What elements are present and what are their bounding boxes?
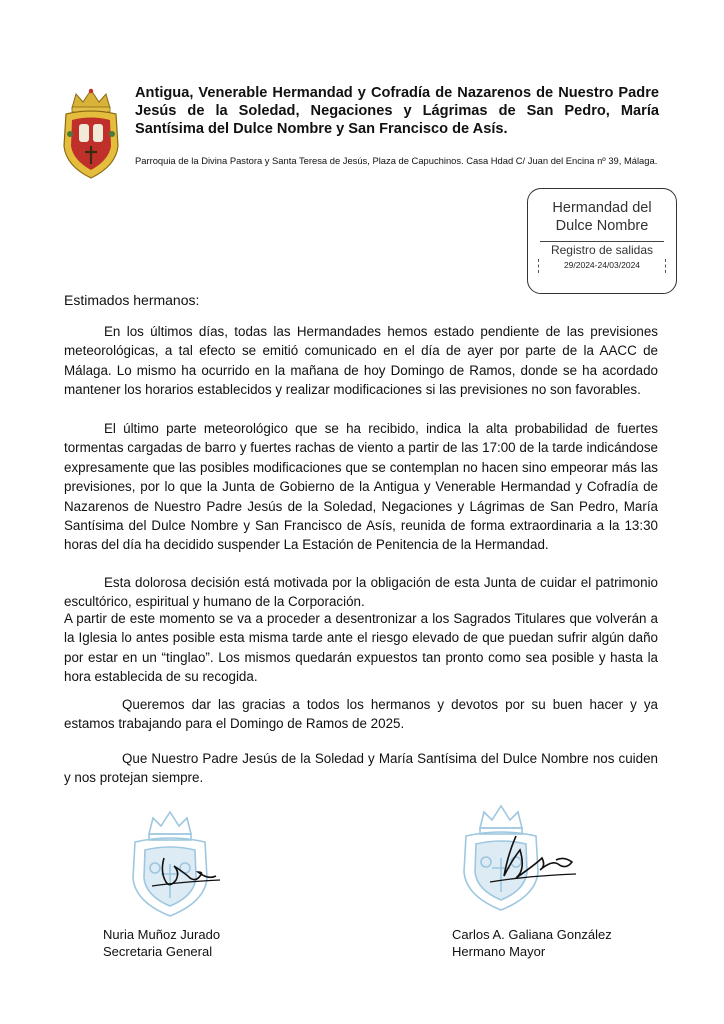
signature-right — [486, 830, 578, 890]
registry-stamp — [527, 188, 677, 294]
brotherhood-crest-logo — [58, 88, 124, 180]
stamp-registry-number: 29/2024-24/03/2024 — [563, 260, 641, 270]
brotherhood-address: Parroquia de la Divina Pastora y Santa Teresa de Jesús, Plaza de Capuchinos. Casa Hdad C/ Juan del Encina nº 39, Málaga. — [135, 155, 658, 166]
letter-paragraph-3: Esta dolorosa decisión está motivada por la obligación de esta Junta de cuidar el patrimonio escultórico, espiritual y humano de la Corporación. — [64, 575, 658, 610]
letter-paragraph-4: A partir de este momento se va a proceder a desentronizar a los Sagrados Titulares que volverán a la Iglesia lo antes posible esta misma tarde ante el riesgo elevado de que puedan sufrir algún daño por estar en un “tinglao”. Los mismos quedarán expuestos tan pronto como sea posible y hasta la hora establecida de su recogida. — [64, 611, 658, 685]
letter-paragraph-6: Que Nuestro Padre Jesús de la Soledad y María Santísima del Dulce Nombre nos cuiden y nos protejan siempre. — [64, 751, 658, 786]
signature-left — [150, 852, 222, 892]
stamp-line1: Hermandad del — [552, 200, 652, 216]
letter-greeting: Estimados hermanos: — [64, 292, 200, 308]
signatory-right-name: Carlos A. Galiana González — [452, 927, 612, 942]
stamp-line2: Dulce Nombre — [555, 218, 649, 234]
stamp-registry-label: Registro de salidas — [550, 243, 654, 257]
signatory-left-name: Nuria Muñoz Jurado — [103, 927, 221, 942]
signatory-left-role: Secretaria General — [103, 944, 213, 959]
stamp-divider — [540, 241, 664, 242]
letter-paragraph-2: El último parte meteorológico que se ha recibido, indica la alta probabilidad de fuertes tormentas cargadas de barro y fuertes rachas de viento a partir de las 17:00 de la tarde indicándose expresamente que las posibles modificaciones que se contemplan no hacen sino empeorar más las previsiones, por lo que la Junta de Gobierno de la Antigua y Venerable Hermandad y Cofradía de Nazarenos de Nuestro Padre Jesús de la Soledad, Negaciones y Lágrimas de San Pedro, María Santísima del Dulce Nombre y San Francisco de Asís, reunida de forma extraordinaria a la 13:30 horas del día ha decidido suspender La Estación de Penitencia de la Hermandad. — [64, 421, 658, 553]
letter-paragraph-1: En los últimos días, todas las Hermandades hemos estado pendiente de las previsiones meteorológicas, a tal efecto se emitió comunicado en el día de ayer por parte de la AACC de Málaga. Lo mismo ha ocurrido en la mañana de hoy Domingo de Ramos, donde se ha acordado mantener los horarios establecidos y realizar modificaciones si las previsiones no son favorables. — [64, 324, 658, 398]
letter-paragraph-5: Queremos dar las gracias a todos los hermanos y devotos por su buen hacer y ya estamos trabajando para el Domingo de Ramos de 2025. — [64, 697, 658, 732]
signatory-right-role: Hermano Mayor — [452, 944, 546, 959]
brotherhood-title: Antigua, Venerable Hermandad y Cofradía de Nazarenos de Nuestro Padre Jesús de la Soledad, Negaciones y Lágrimas de San Pedro, María Santísima del Dulce Nombre y San Francisco de Asís. — [135, 85, 659, 137]
